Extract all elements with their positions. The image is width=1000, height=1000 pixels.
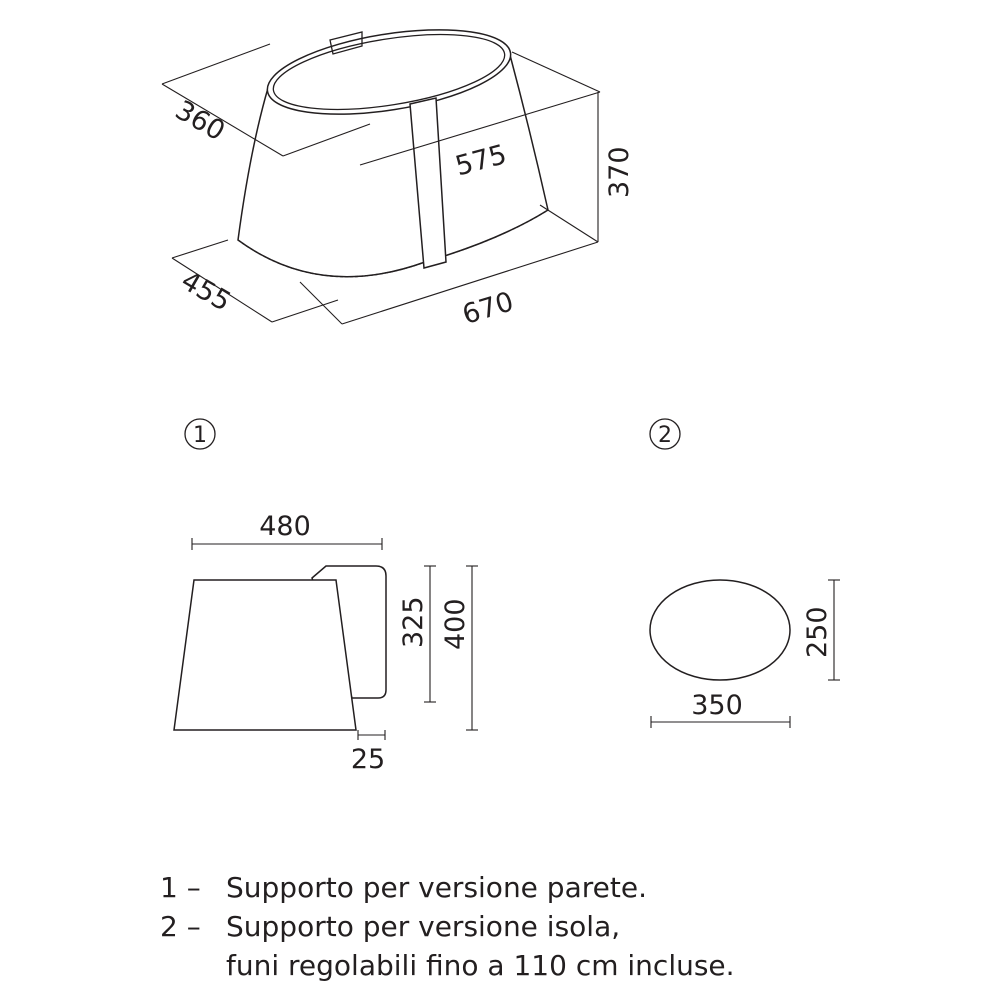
ext-line-depth-top-a: [162, 44, 270, 84]
notes-block: [160, 868, 735, 985]
version-1-wall-view: [174, 419, 478, 775]
ext-line-width-bottom: [300, 282, 342, 324]
version-2-marker: 2: [658, 423, 672, 448]
ext-line-height: [540, 205, 598, 242]
note-2-number: 2 –: [160, 910, 201, 943]
dim-depth-bottom: 455: [175, 265, 236, 318]
version-1-marker: 1: [193, 423, 207, 448]
note-1-number: 1 –: [160, 871, 201, 904]
dim-depth-top: 360: [169, 94, 230, 148]
dim-v2-width: 350: [691, 690, 743, 721]
ext-line-depth-bottom-a: [172, 240, 228, 258]
dim-v1-total: 400: [440, 598, 471, 650]
dim-v2-height: 250: [802, 606, 833, 658]
dim-v1-support: 325: [398, 596, 429, 648]
ext-line-depth-bottom-b: [272, 300, 338, 322]
dim-v1-width: 480: [259, 511, 311, 542]
version-2-island-view: [650, 419, 840, 728]
note-2-continuation: funi regolabili fino a 110 cm incluse.: [226, 949, 735, 982]
dim-height: 370: [604, 146, 635, 198]
note-2: [160, 907, 735, 946]
note-1: [160, 868, 735, 907]
dim-v1-offset: 25: [350, 744, 386, 775]
hood-isometric-view: [162, 15, 635, 331]
ext-line-width-top: [512, 52, 600, 92]
wall-shade: [174, 580, 356, 730]
dim-width-top: 575: [452, 139, 510, 183]
note-2-text: Supporto per versione isola,: [226, 910, 621, 943]
dim-width-bottom: 670: [458, 286, 518, 331]
island-plate: [650, 580, 790, 680]
note-1-text: Supporto per versione parete.: [226, 871, 647, 904]
